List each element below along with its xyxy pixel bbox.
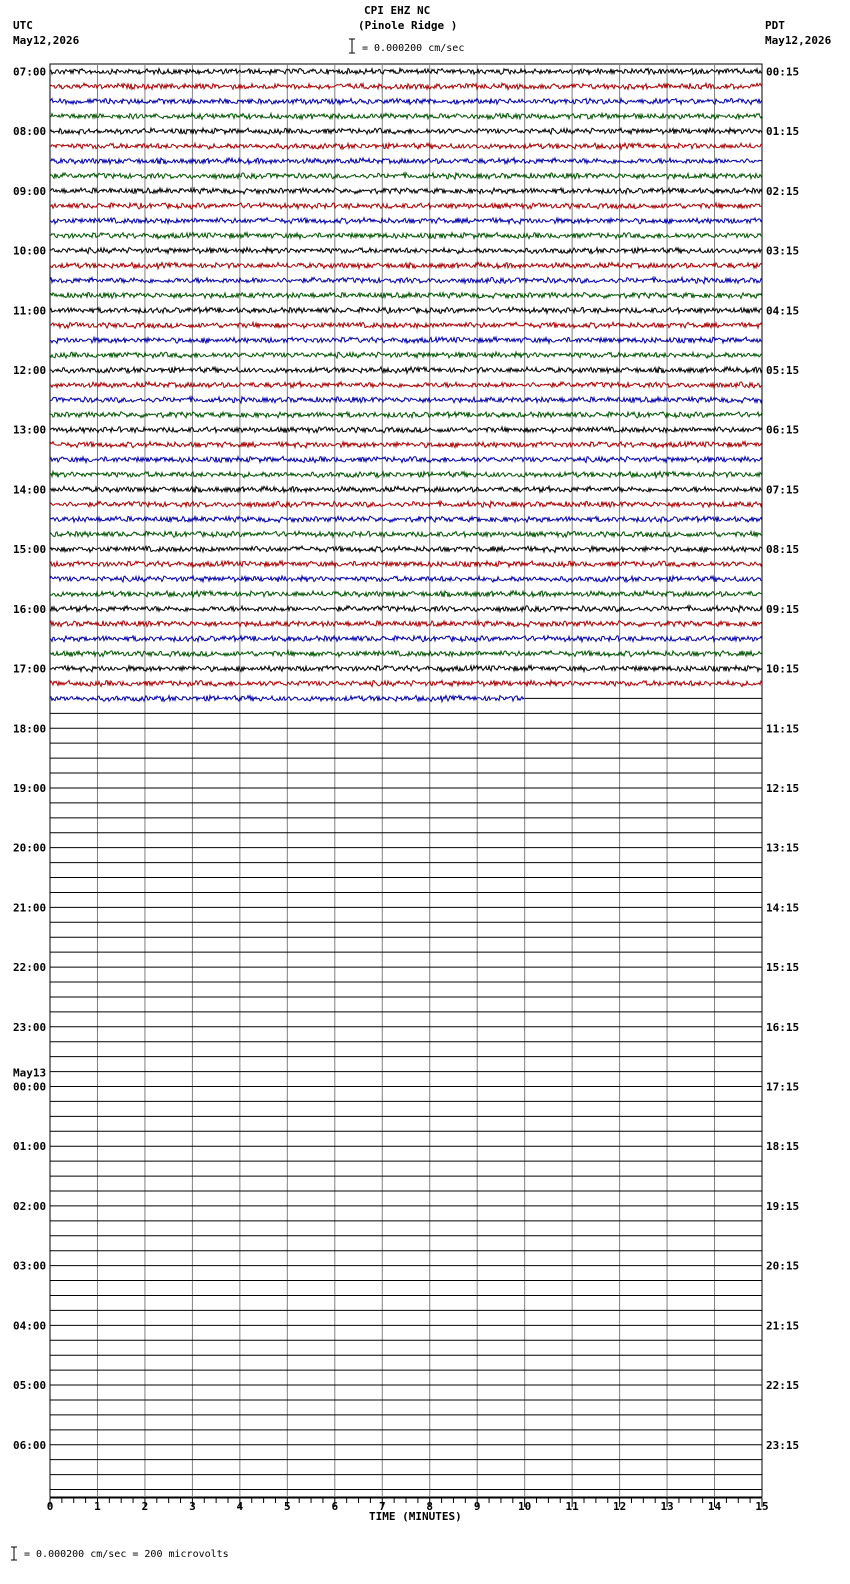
left-hour-label: 10:00 [13,244,47,258]
trace-row [50,442,762,448]
left-hour-label: 20:00 [13,841,47,855]
left-hour-label: 03:00 [13,1259,47,1273]
left-hour-label: 00:00 [13,1080,47,1094]
x-tick-label: 6 [331,1500,339,1513]
x-tick-label: 15 [755,1500,769,1513]
trace-row [50,83,762,89]
left-hour-label: 13:00 [13,423,47,437]
right-hour-label: 17:15 [766,1080,800,1094]
trace-row [50,591,762,597]
trace-row [50,472,762,478]
trace-row [50,412,762,418]
trace-row [50,576,762,582]
trace-row [50,516,762,522]
left-date: May12,2026 [13,34,80,47]
trace-row [50,397,762,403]
trace-row [50,277,762,283]
left-hour-label: 12:00 [13,364,47,378]
station-title: CPI EHZ NC [364,4,431,17]
trace-row [50,457,762,463]
right-hour-label: 11:15 [766,722,800,736]
trace-row [50,337,762,343]
right-hour-label: 13:15 [766,841,800,855]
right-hour-label: 00:15 [766,65,800,79]
left-hour-label: 14:00 [13,483,47,497]
x-tick-label: 0 [46,1500,54,1513]
left-hour-label: 16:00 [13,602,47,616]
trace-row [50,382,762,388]
right-hour-label: 15:15 [766,961,800,975]
right-hour-label: 12:15 [766,781,800,795]
trace-row [50,69,762,75]
right-hour-label: 22:15 [766,1379,800,1393]
x-tick-label: 8 [426,1500,434,1513]
right-hour-label: 03:15 [766,244,800,258]
left-hour-label: 19:00 [13,781,47,795]
right-hour-label: 02:15 [766,184,800,198]
left-hour-label: 15:00 [13,543,47,557]
left-hour-label: 21:00 [13,901,47,915]
trace-row [50,681,762,687]
trace-row [50,561,762,567]
left-hour-label: 05:00 [13,1379,47,1393]
x-tick-label: 4 [236,1500,244,1513]
right-hour-label: 20:15 [766,1259,800,1273]
left-hour-label: 09:00 [13,184,47,198]
trace-row [50,666,762,672]
left-hour-label: 08:00 [13,125,47,139]
right-hour-label: 07:15 [766,483,800,497]
trace-row [50,546,762,552]
left-hour-label: 23:00 [13,1020,47,1034]
trace-row [50,248,762,254]
right-hour-label: 14:15 [766,901,800,915]
right-hour-label: 09:15 [766,602,800,616]
trace-row [50,218,762,224]
x-tick-label: 9 [473,1500,481,1513]
trace-row [50,233,762,239]
left-hour-label: 17:00 [13,662,47,676]
left-date-change-label: May13 [13,1066,47,1080]
right-hour-label: 16:15 [766,1020,800,1034]
trace-row [50,531,762,537]
trace-row [50,262,762,268]
trace-row [50,651,762,657]
trace-row [50,352,762,358]
trace-row [50,188,762,194]
trace-row [50,486,762,492]
footer-scale-note: = 0.000200 cm/sec = 200 microvolts [24,1549,229,1560]
x-tick-label: 2 [141,1500,149,1513]
right-hour-label: 04:15 [766,304,800,318]
trace-row [50,307,762,313]
right-timezone: PDT [765,19,785,32]
trace-row [50,367,762,373]
x-tick-label: 5 [284,1500,291,1513]
trace-row [50,606,762,612]
station-location: (Pinole Ridge ) [358,19,458,32]
right-hour-label: 06:15 [766,423,800,437]
x-tick-label: 1 [94,1500,101,1513]
trace-row [50,427,762,433]
left-hour-label: 11:00 [13,304,47,318]
right-hour-label: 21:15 [766,1319,800,1333]
trace-row [50,113,762,119]
left-hour-label: 18:00 [13,722,47,736]
trace-row [50,173,762,179]
trace-row [50,501,762,507]
right-hour-label: 10:15 [766,662,800,676]
right-hour-label: 08:15 [766,543,800,557]
trace-row [50,128,762,134]
x-axis-label: TIME (MINUTES) [369,1510,462,1523]
x-tick-label: 14 [707,1500,722,1513]
scale-label: = 0.000200 cm/sec [362,43,465,54]
left-hour-label: 01:00 [13,1140,47,1154]
x-tick-label: 11 [565,1500,579,1513]
right-hour-label: 19:15 [766,1199,800,1213]
left-timezone: UTC [13,19,33,32]
right-hour-label: 23:15 [766,1438,800,1452]
trace-row [50,99,762,105]
right-date: May12,2026 [765,34,832,47]
x-tick-label: 13 [660,1500,674,1513]
left-hour-label: 07:00 [13,65,47,79]
right-hour-label: 05:15 [766,364,800,378]
right-hour-label: 01:15 [766,125,800,139]
x-tick-label: 10 [518,1500,532,1513]
x-tick-label: 7 [378,1500,386,1513]
trace-row [50,322,762,328]
left-hour-label: 04:00 [13,1319,47,1333]
left-hour-label: 22:00 [13,961,47,975]
trace-row [50,636,762,642]
trace-row [50,203,762,209]
trace-row [50,158,762,164]
x-tick-label: 3 [189,1500,196,1513]
left-hour-label: 02:00 [13,1199,47,1213]
left-hour-label: 06:00 [13,1438,47,1452]
trace-row [50,621,762,627]
trace-row [50,143,762,149]
trace-row [50,292,762,298]
right-hour-label: 18:15 [766,1140,800,1154]
x-tick-label: 12 [612,1500,627,1513]
